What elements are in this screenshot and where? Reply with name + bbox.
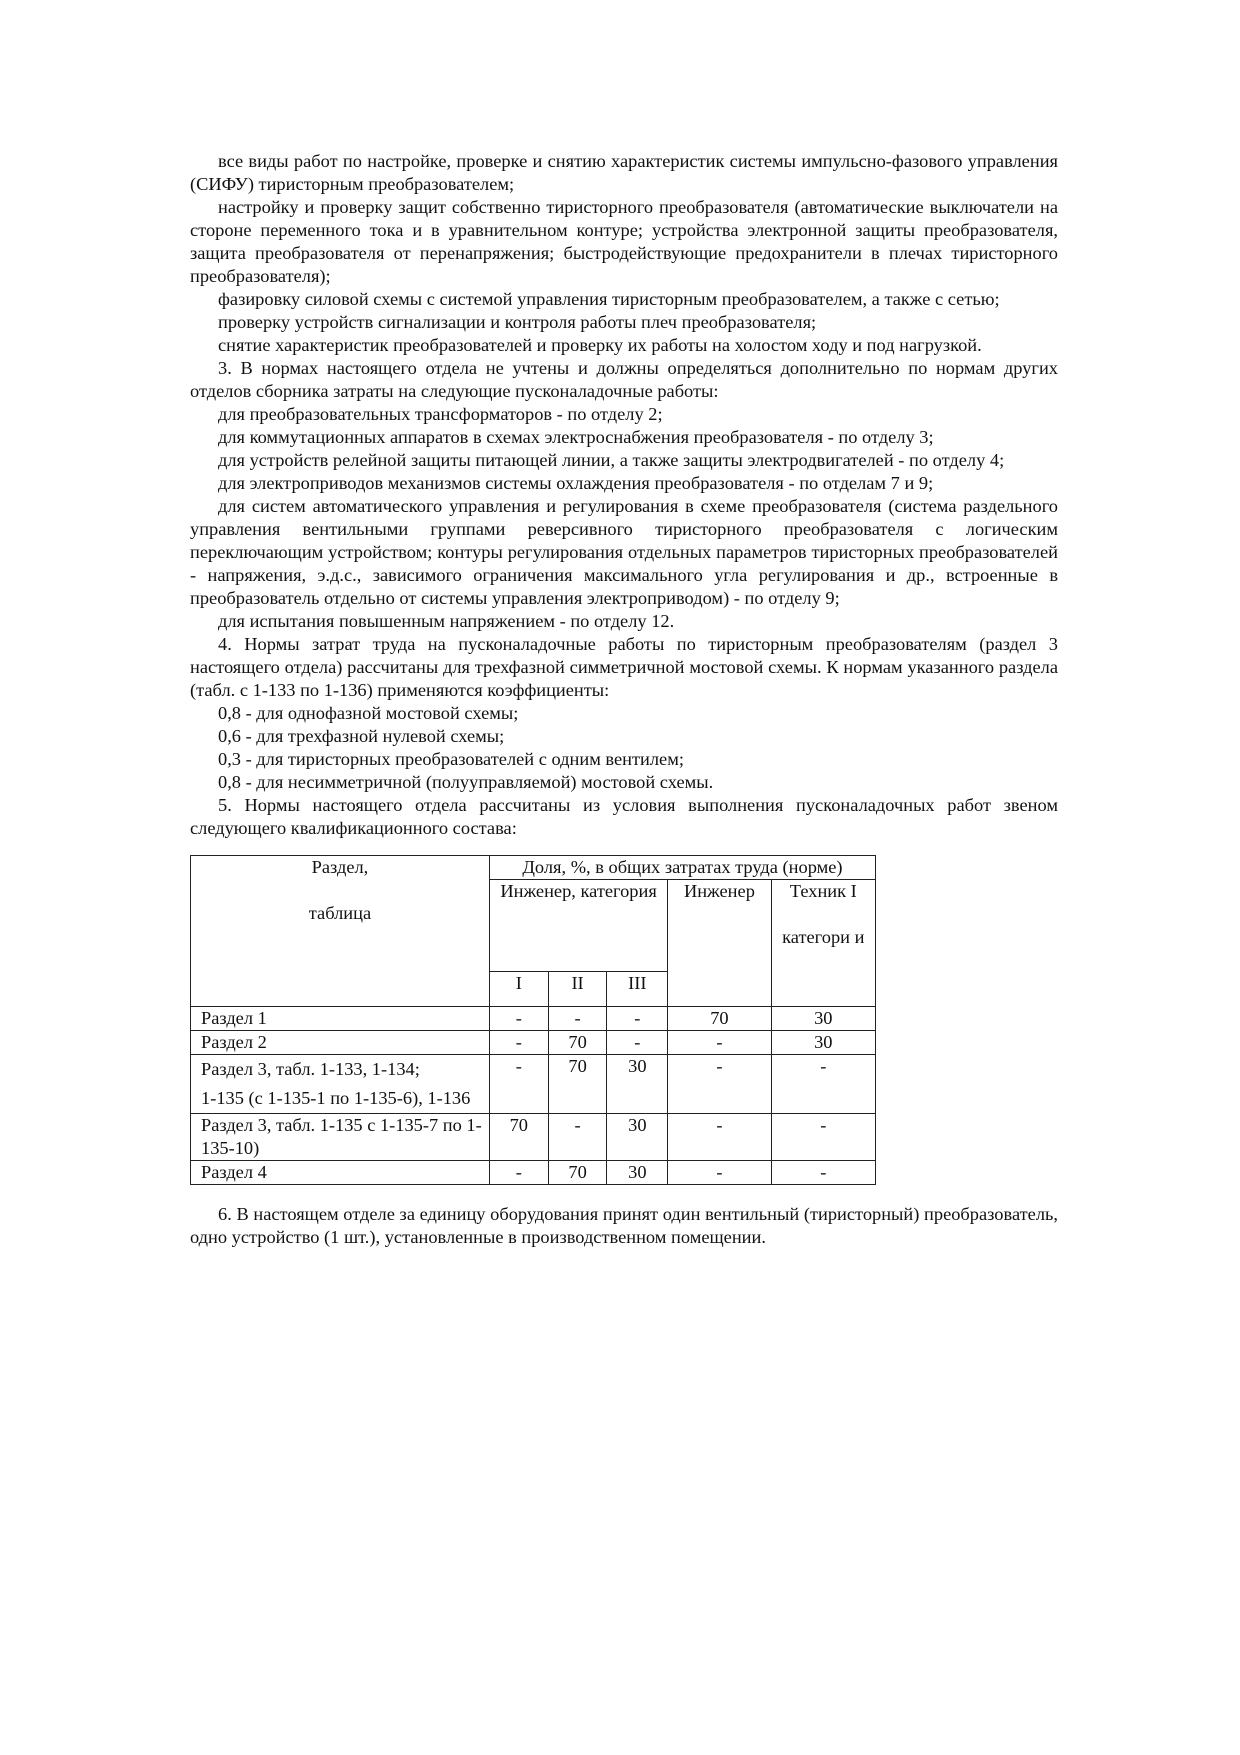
- table-row: [191, 1007, 876, 1031]
- row-label-line1: Раздел 3, табл. 1-133, 1-134;: [201, 1059, 420, 1079]
- row-label-line2: 1-135 (с 1-135-1 по 1-135-6), 1-136: [201, 1088, 471, 1108]
- header-engineer: Инженер: [668, 880, 771, 1007]
- row-label: Раздел 1: [191, 1007, 490, 1031]
- row-label: [191, 1055, 490, 1114]
- cell-cat-2: 70: [548, 1031, 607, 1055]
- row-label: Раздел 4: [191, 1161, 490, 1185]
- cell-cat-2: -: [548, 1114, 607, 1161]
- cell-cat-1: -: [489, 1161, 548, 1185]
- cell-cat-2: -: [548, 1007, 607, 1031]
- cell-engineer: -: [668, 1031, 771, 1055]
- table-row: [191, 1031, 876, 1055]
- paragraph-item-6: 6. В настоящем отделе за единицу оборудования принят один вентильный (тиристорный) преобразователь, одно устройство (1 шт.), установленные в производственном помещении.: [190, 1204, 1058, 1247]
- document-page: [190, 150, 1058, 1249]
- paragraph-item-3: 3. В нормах настоящего отдела не учтены и должны определяться дополнительно по нормам других отделов сборника затраты на следующие пусконаладочные работы:: [190, 358, 1058, 401]
- cell-engineer: -: [668, 1114, 771, 1161]
- header-share: Доля, %, в общих затратах труда (норме): [489, 856, 875, 880]
- cell-cat-3: -: [607, 1007, 668, 1031]
- cell-cat-3: -: [607, 1031, 668, 1055]
- cell-cat-1: -: [489, 1031, 548, 1055]
- cell-engineer: -: [668, 1055, 771, 1114]
- paragraph-item-4: 4. Нормы затрат труда на пусконаладочные работы по тиристорным преобразователям (раздел 3 настоящего отдела) рассчитаны для трехфазной симметричной мостовой схемы. К нормам указанного раздела (табл. с 1-133 по 1-136) применяются коэффициенты:: [190, 634, 1058, 700]
- table-row: [191, 1161, 876, 1185]
- header-cat-3: III: [607, 972, 668, 1007]
- table-row: [191, 1114, 876, 1161]
- cell-technician: -: [771, 1114, 875, 1161]
- header-section-line2: таблица: [308, 903, 372, 923]
- header-section-line1: Раздел,: [311, 857, 369, 877]
- paragraph-phasing: фазировку силовой схемы с системой управления тиристорным преобразователем, а также с сетью;: [218, 289, 1000, 309]
- cell-engineer: -: [668, 1161, 771, 1185]
- cell-cat-1: 70: [489, 1114, 548, 1161]
- paragraph-high-voltage: для испытания повышенным напряжением - по отделу 12.: [218, 611, 675, 631]
- paragraph-item-5: 5. Нормы настоящего отдела рассчитаны из условия выполнения пусконаладочных работ звеном следующего квалификационного состава:: [190, 795, 1058, 838]
- cell-technician: 30: [771, 1031, 875, 1055]
- paragraph-protection: настройку и проверку защит собственно тиристорного преобразователя (автоматические выключатели на стороне переменного тока и в уравнительном контуре; устройства электронной защиты преобразователя, защита преобразователя от перенапряжения; быстродействующие предохранители в плечах тиристорного преобразователя);: [190, 197, 1058, 286]
- cell-cat-1: -: [489, 1055, 548, 1114]
- paragraph-transformers: для преобразовательных трансформаторов - по отделу 2;: [218, 404, 663, 424]
- paragraph-coef-1: 0,8 - для однофазной мостовой схемы;: [218, 703, 519, 723]
- cell-technician: -: [771, 1161, 875, 1185]
- header-section: [191, 856, 490, 1007]
- cell-cat-1: -: [489, 1007, 548, 1031]
- paragraph-characteristics: снятие характеристик преобразователей и проверку их работы на холостом ходу и под нагрузкой.: [218, 335, 982, 355]
- header-technician-line2: категори и: [782, 927, 865, 947]
- header-technician-line1: Техник I: [789, 881, 857, 901]
- cell-technician: -: [771, 1055, 875, 1114]
- paragraph-automatic-control: для систем автоматического управления и регулирования в схеме преобразователя (система раздельного управления вентильными группами реверсивного тиристорного преобразователя с логическим переключающим устройством; контуры регулирования отдельных параметров тиристорных преобразователей - напряжения, э.д.с., зависимого ограничения максимального угла регулирования и др., встроенные в преобразователь отдельно от системы управления электроприводом) - по отделу 9;: [190, 496, 1058, 608]
- row-label: Раздел 2: [191, 1031, 490, 1055]
- header-engineer-category: Инженер, категория: [489, 880, 667, 972]
- paragraph-cooling: для электроприводов механизмов системы охлаждения преобразователя - по отделам 7 и 9;: [218, 473, 934, 493]
- paragraph-coef-2: 0,6 - для трехфазной нулевой схемы;: [218, 726, 505, 746]
- paragraph-coef-4: 0,8 - для несимметричной (полууправляемой) мостовой схемы.: [218, 772, 714, 792]
- cell-technician: 30: [771, 1007, 875, 1031]
- cell-cat-2: 70: [548, 1161, 607, 1185]
- paragraph-signaling: проверку устройств сигнализации и контроля работы плеч преобразователя;: [218, 312, 817, 332]
- header-cat-1: I: [489, 972, 548, 1007]
- paragraph-coef-3: 0,3 - для тиристорных преобразователей с одним вентилем;: [218, 749, 684, 769]
- table-row: [191, 1055, 876, 1114]
- cell-cat-3: 30: [607, 1161, 668, 1185]
- cell-cat-3: 30: [607, 1055, 668, 1114]
- cell-cat-2: 70: [548, 1055, 607, 1114]
- labor-share-table: [190, 855, 876, 1185]
- header-cat-2: II: [548, 972, 607, 1007]
- cell-engineer: 70: [668, 1007, 771, 1031]
- cell-cat-3: 30: [607, 1114, 668, 1161]
- paragraph-sifu: все виды работ по настройке, проверке и снятию характеристик системы импульсно-фазового управления (СИФУ) тиристорным преобразователем;: [190, 151, 1058, 194]
- paragraph-switching: для коммутационных аппаратов в схемах электроснабжения преобразователя - по отделу 3;: [218, 427, 934, 447]
- header-technician: [771, 880, 875, 1007]
- paragraph-relay: для устройств релейной защиты питающей линии, а также защиты электродвигателей - по отделу 4;: [218, 450, 1005, 470]
- row-label: Раздел 3, табл. 1-135 с 1-135-7 по 1-135-10): [191, 1114, 490, 1161]
